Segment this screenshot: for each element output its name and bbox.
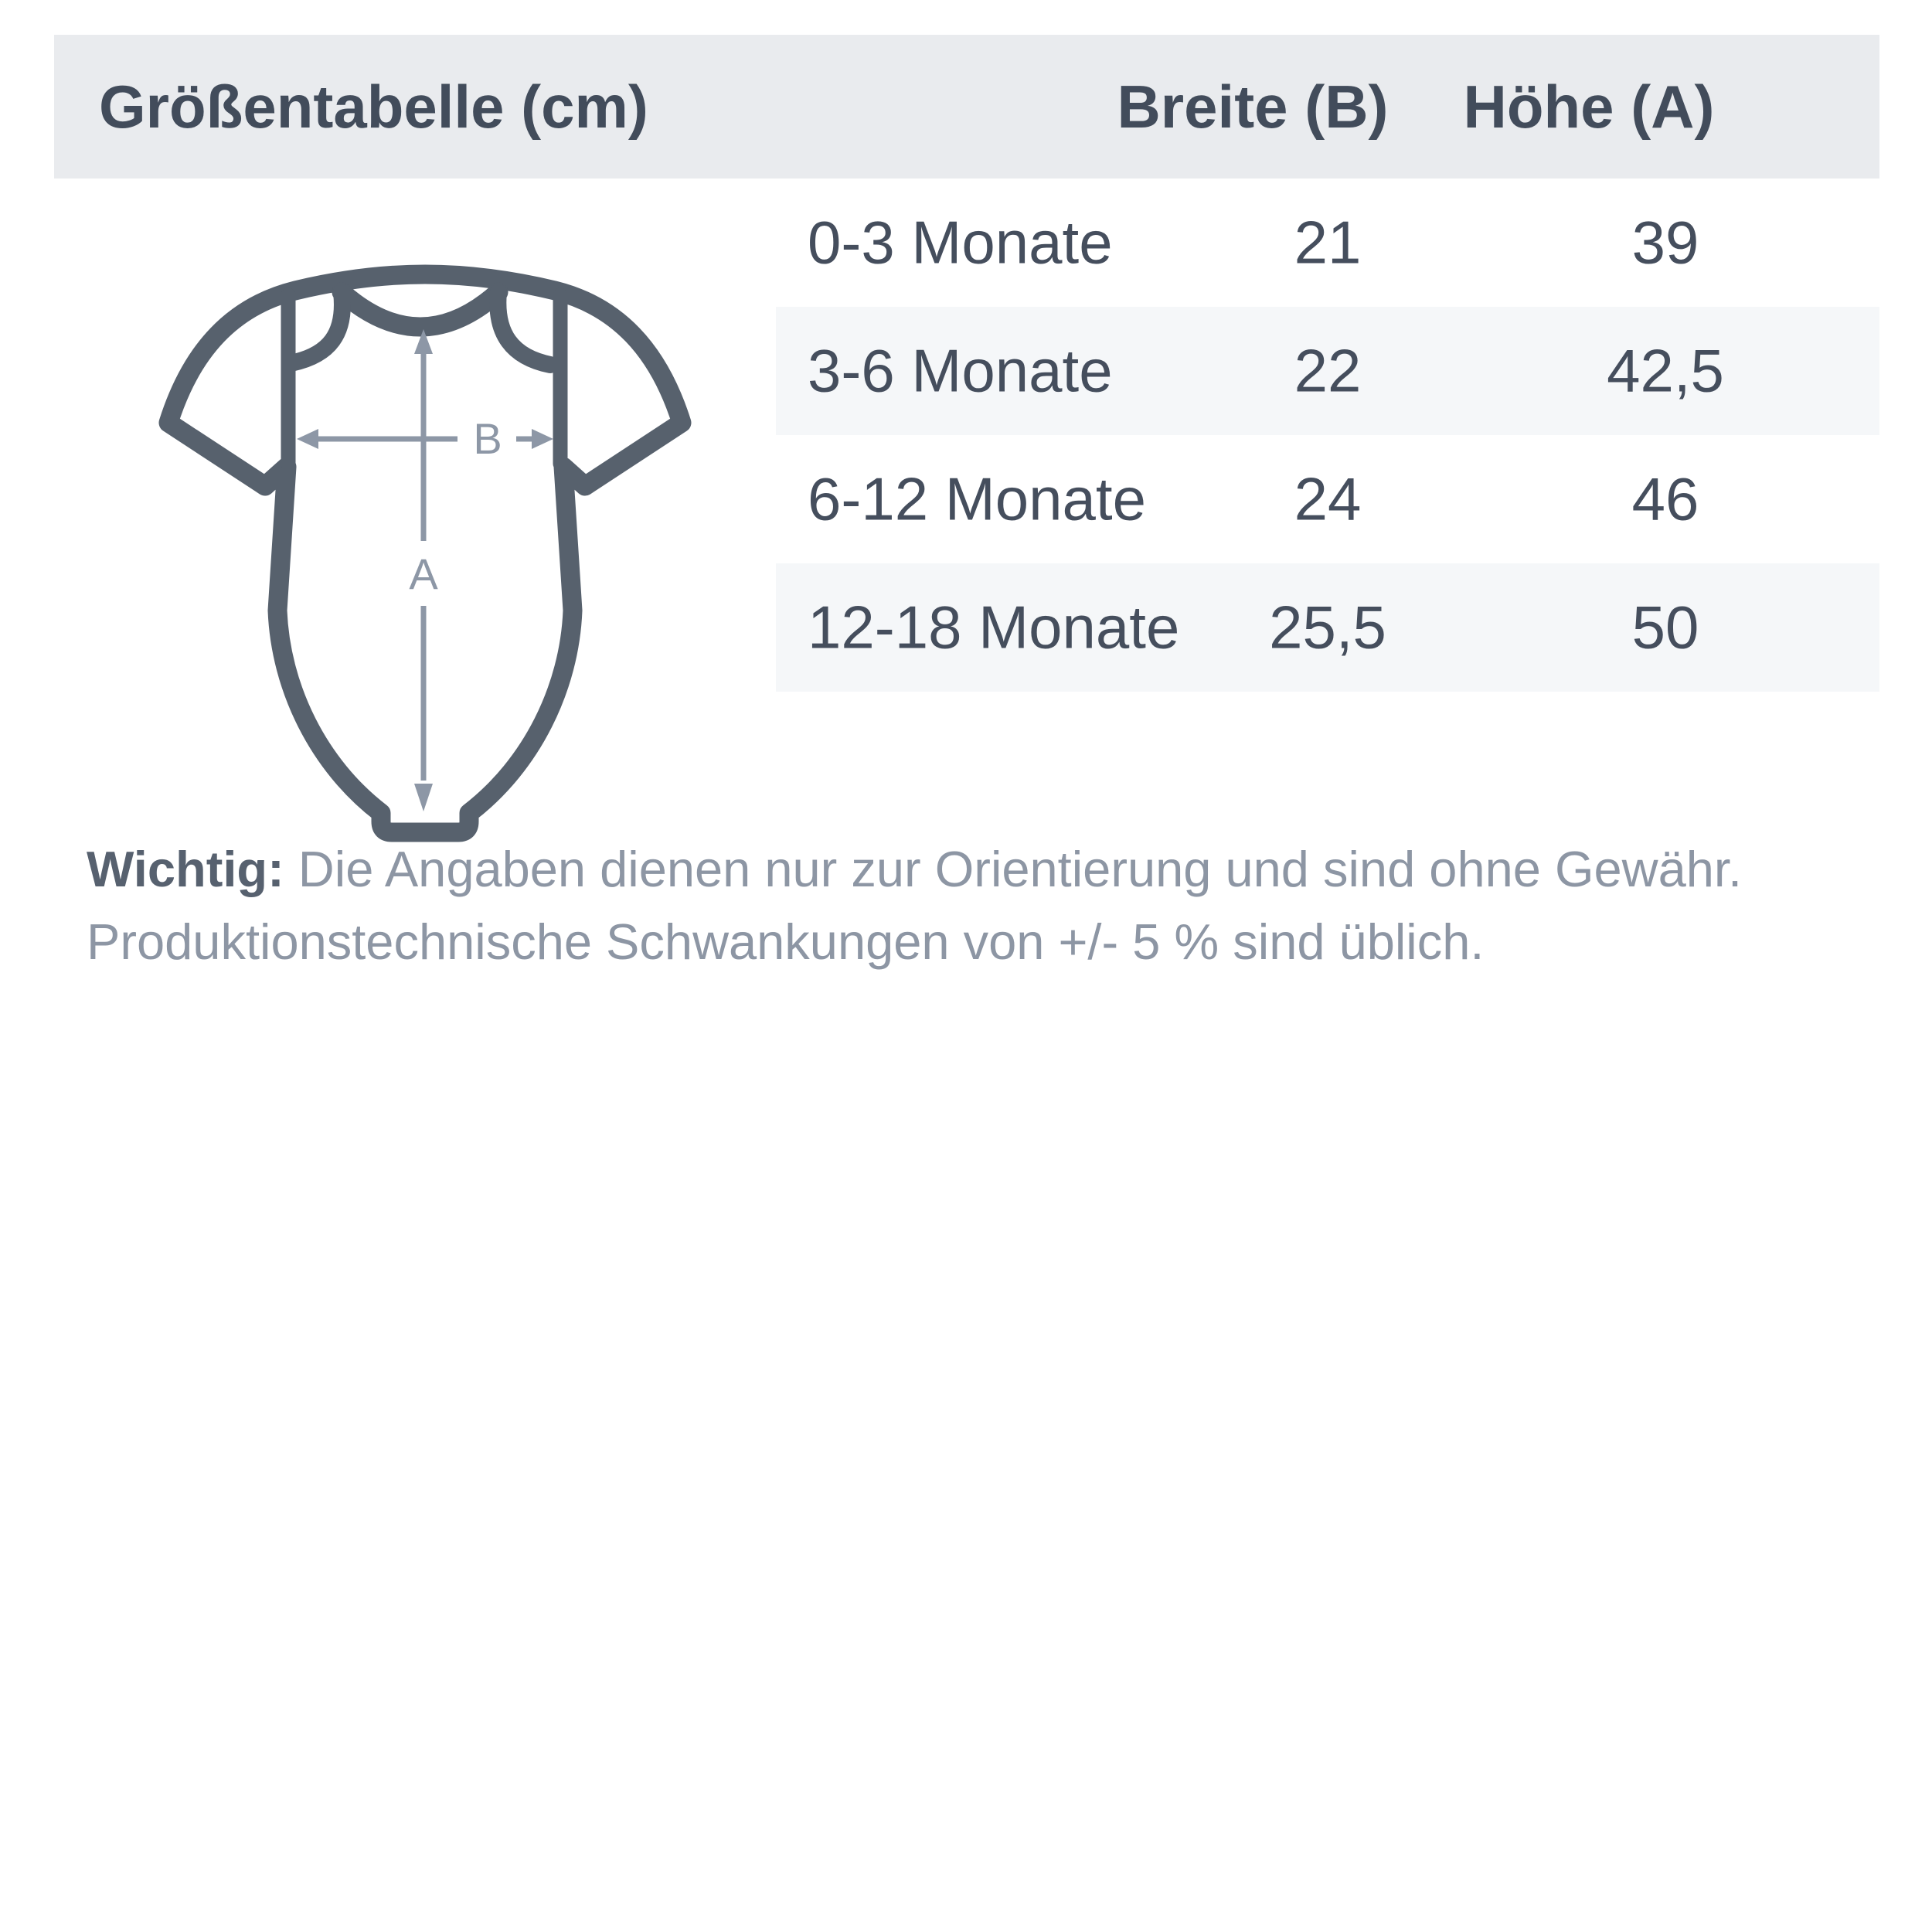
disclaimer-important-label: Wichtig: <box>87 841 284 897</box>
page-title: Größentabelle (cm) <box>99 72 648 141</box>
height-value: 39 <box>1631 208 1699 277</box>
table-row <box>776 563 1879 692</box>
size-table <box>776 179 1879 692</box>
height-dimension-label: A <box>409 549 438 598</box>
size-label: 0-3 Monate <box>808 208 1113 277</box>
bodysuit-diagram <box>139 255 711 850</box>
column-header-height: Höhe (A) <box>1463 72 1715 141</box>
disclaimer-text-1: Die Angaben dienen nur zur Orientierung und sind ohne Gewähr. <box>284 841 1743 897</box>
size-label: 6-12 Monate <box>808 464 1146 533</box>
height-value: 46 <box>1631 464 1699 533</box>
height-value: 42,5 <box>1607 336 1724 405</box>
table-header-band <box>54 35 1879 179</box>
table-row <box>776 179 1879 307</box>
disclaimer-line-2: Produktionstechnische Schwankungen von +/- 5 % sind üblich. <box>87 913 1485 970</box>
bodysuit-outline-icon <box>139 255 711 850</box>
size-label: 12-18 Monate <box>808 593 1180 662</box>
column-header-width: Breite (B) <box>1117 72 1389 141</box>
height-value: 50 <box>1631 593 1699 662</box>
width-value: 25,5 <box>1269 593 1386 662</box>
width-value: 22 <box>1294 336 1362 405</box>
table-row <box>776 307 1879 435</box>
size-label: 3-6 Monate <box>808 336 1113 405</box>
disclaimer-line-1 <box>87 833 1864 906</box>
table-row <box>776 435 1879 563</box>
disclaimer-note <box>87 833 1864 978</box>
width-dimension-label: B <box>473 414 502 463</box>
width-value: 21 <box>1294 208 1362 277</box>
width-value: 24 <box>1294 464 1362 533</box>
